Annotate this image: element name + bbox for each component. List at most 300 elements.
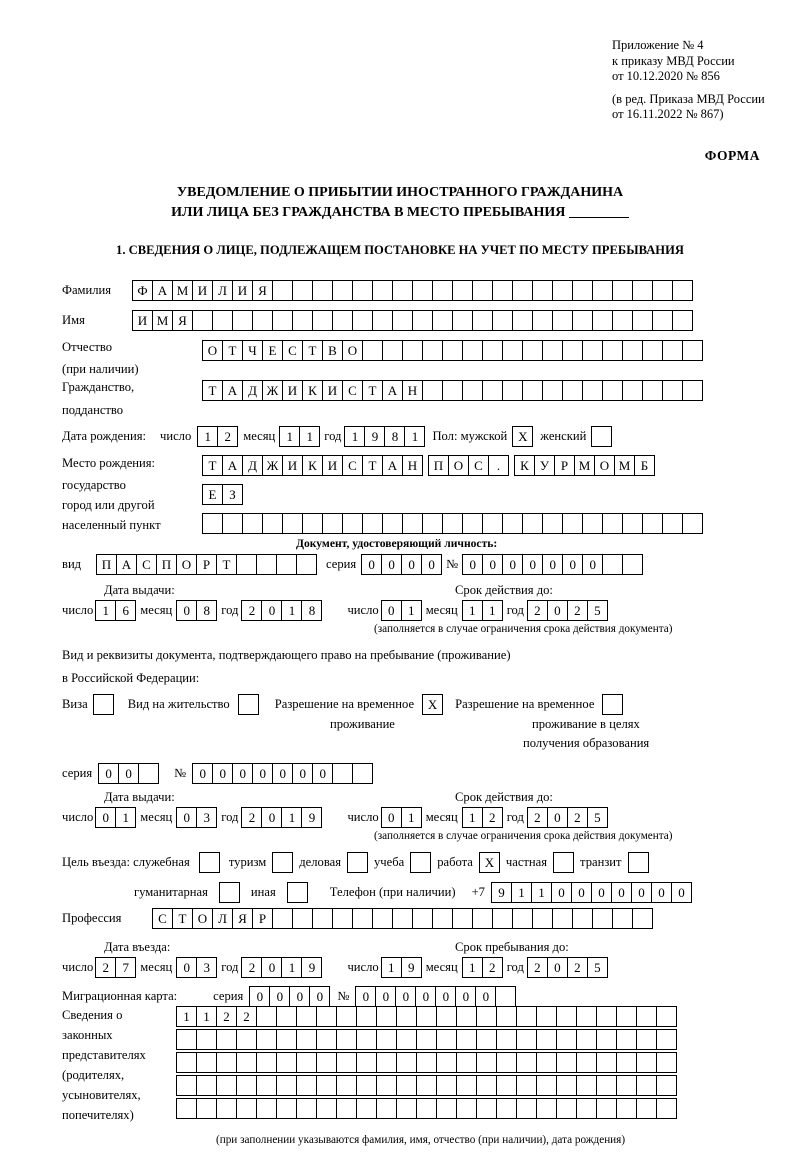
legal-rep-4-cell[interactable] (536, 1075, 557, 1096)
surname-input[interactable] (132, 280, 692, 301)
legal-rep-2-cell[interactable] (276, 1029, 297, 1050)
doc-series-cell[interactable]: 0 (421, 554, 442, 575)
legal-rep-5-cell[interactable] (336, 1098, 357, 1119)
migration-number-cell[interactable] (495, 986, 516, 1007)
name-cell[interactable]: И (132, 310, 153, 331)
phone-cell[interactable]: 1 (511, 882, 532, 903)
legal-rep-5-cell[interactable] (176, 1098, 197, 1119)
doc-issue-year-cell[interactable]: 8 (301, 600, 322, 621)
birthplace-city-d-cell[interactable] (662, 513, 683, 534)
doc-kind-cell[interactable]: О (176, 554, 197, 575)
purpose-business-checkbox[interactable] (347, 852, 368, 873)
legal-rep-1-cell[interactable] (256, 1006, 277, 1027)
legal-rep-1-cell[interactable]: 1 (176, 1006, 197, 1027)
legal-rep-3-cell[interactable] (416, 1052, 437, 1073)
patronymic-cell[interactable] (602, 340, 623, 361)
legal-rep-2-cell[interactable] (396, 1029, 417, 1050)
legal-rep-2-cell[interactable] (596, 1029, 617, 1050)
phone-cell[interactable]: 0 (571, 882, 592, 903)
doc-valid-month-cell[interactable]: 1 (482, 600, 503, 621)
birth-year-cell[interactable]: 9 (364, 426, 385, 447)
doc-series-input[interactable] (361, 554, 441, 575)
profession-cell[interactable] (592, 908, 613, 929)
entry-year-cell[interactable]: 0 (261, 957, 282, 978)
permit-number-cell[interactable]: 0 (212, 763, 233, 784)
doc-issue-year-cell[interactable]: 2 (241, 600, 262, 621)
legal-rep-4-cell[interactable] (456, 1075, 477, 1096)
legal-rep-2-cell[interactable] (376, 1029, 397, 1050)
patronymic-cell[interactable]: С (282, 340, 303, 361)
citizenship-cell[interactable]: Д (242, 380, 263, 401)
birthplace-state-cell[interactable]: А (222, 455, 243, 476)
permit-number-cell[interactable]: 0 (292, 763, 313, 784)
permit-issue-day-cell[interactable]: 0 (95, 807, 116, 828)
doc-issue-day-input[interactable] (95, 600, 135, 621)
name-cell[interactable] (492, 310, 513, 331)
sex-male-checkbox[interactable]: Х (512, 426, 533, 447)
legal-rep-4-cell[interactable] (236, 1075, 257, 1096)
birthplace-city-d-cell[interactable] (422, 513, 443, 534)
surname-cell[interactable]: М (172, 280, 193, 301)
legal-rep-3-cell[interactable] (596, 1052, 617, 1073)
legal-rep-4-cell[interactable] (576, 1075, 597, 1096)
legal-rep-1-cell[interactable] (316, 1006, 337, 1027)
profession-cell[interactable] (532, 908, 553, 929)
doc-valid-year-cell[interactable]: 5 (587, 600, 608, 621)
phone-cell[interactable]: 0 (631, 882, 652, 903)
birthplace-city-input-part3[interactable] (202, 484, 242, 505)
doc-valid-day-cell[interactable]: 1 (401, 600, 422, 621)
migration-series-input[interactable] (249, 986, 329, 1007)
legal-rep-2-cell[interactable] (656, 1029, 677, 1050)
name-cell[interactable] (352, 310, 373, 331)
legal-rep-3-cell[interactable] (636, 1052, 657, 1073)
patronymic-cell[interactable] (582, 340, 603, 361)
legal-rep-5-cell[interactable] (376, 1098, 397, 1119)
legal-rep-5-cell[interactable] (356, 1098, 377, 1119)
citizenship-cell[interactable] (542, 380, 563, 401)
patronymic-cell[interactable]: Т (302, 340, 323, 361)
legal-rep-2-cell[interactable] (476, 1029, 497, 1050)
permit-valid-month-cell[interactable]: 1 (462, 807, 483, 828)
legal-rep-4-cell[interactable] (216, 1075, 237, 1096)
birth-year-cell[interactable]: 1 (404, 426, 425, 447)
legal-rep-1-cell[interactable] (636, 1006, 657, 1027)
patronymic-cell[interactable]: Е (262, 340, 283, 361)
patronymic-input[interactable] (202, 340, 702, 361)
stay-month-input[interactable] (462, 957, 502, 978)
birthplace-city-c-cell[interactable]: З (222, 484, 243, 505)
surname-cell[interactable] (672, 280, 693, 301)
birthplace-state-cell[interactable]: И (282, 455, 303, 476)
doc-issue-month-input[interactable] (176, 600, 216, 621)
permit-number-input[interactable] (192, 763, 372, 784)
residence-permit-checkbox[interactable] (238, 694, 259, 715)
doc-kind-cell[interactable] (296, 554, 317, 575)
legal-rep-1-cell[interactable] (596, 1006, 617, 1027)
doc-valid-day-cell[interactable]: 0 (381, 600, 402, 621)
birthplace-city-input-part4[interactable] (202, 513, 702, 534)
legal-rep-1-cell[interactable]: 1 (196, 1006, 217, 1027)
migration-number-cell[interactable]: 0 (475, 986, 496, 1007)
surname-cell[interactable] (572, 280, 593, 301)
entry-month-cell[interactable]: 3 (196, 957, 217, 978)
legal-rep-4-cell[interactable] (556, 1075, 577, 1096)
doc-issue-year-input[interactable] (241, 600, 321, 621)
phone-cell[interactable]: 0 (651, 882, 672, 903)
legal-rep-4-cell[interactable] (316, 1075, 337, 1096)
birthplace-city-b-cell[interactable]: М (574, 455, 595, 476)
birthplace-state-cell[interactable]: С (342, 455, 363, 476)
doc-number-cell[interactable] (622, 554, 643, 575)
permit-issue-year-cell[interactable]: 9 (301, 807, 322, 828)
phone-cell[interactable]: 9 (491, 882, 512, 903)
entry-day-input[interactable] (95, 957, 135, 978)
birth-month-cell[interactable]: 1 (299, 426, 320, 447)
permit-valid-day-input[interactable] (381, 807, 421, 828)
entry-day-cell[interactable]: 7 (115, 957, 136, 978)
doc-number-cell[interactable]: 0 (482, 554, 503, 575)
purpose-study-checkbox[interactable] (410, 852, 431, 873)
legal-rep-3-cell[interactable] (556, 1052, 577, 1073)
permit-series-cell[interactable]: 0 (118, 763, 139, 784)
legal-rep-2-cell[interactable] (216, 1029, 237, 1050)
legal-rep-3-cell[interactable] (616, 1052, 637, 1073)
birthplace-city-b-cell[interactable]: К (514, 455, 535, 476)
legal-rep-1-cell[interactable]: 2 (216, 1006, 237, 1027)
legal-rep-5-cell[interactable] (656, 1098, 677, 1119)
permit-valid-month-cell[interactable]: 2 (482, 807, 503, 828)
stay-year-cell[interactable]: 0 (547, 957, 568, 978)
purpose-other-checkbox[interactable] (287, 882, 308, 903)
profession-cell[interactable]: Т (172, 908, 193, 929)
stay-month-cell[interactable]: 1 (462, 957, 483, 978)
legal-rep-3-cell[interactable] (296, 1052, 317, 1073)
patronymic-cell[interactable] (402, 340, 423, 361)
legal-rep-1-cell[interactable] (516, 1006, 537, 1027)
surname-cell[interactable] (352, 280, 373, 301)
phone-cell[interactable]: 0 (671, 882, 692, 903)
birth-year-cell[interactable]: 8 (384, 426, 405, 447)
purpose-service-checkbox[interactable] (199, 852, 220, 873)
legal-rep-1-cell[interactable] (476, 1006, 497, 1027)
birthplace-city-d-cell[interactable] (382, 513, 403, 534)
birthplace-city-a-cell[interactable]: О (448, 455, 469, 476)
legal-rep-5-cell[interactable] (196, 1098, 217, 1119)
permit-issue-year-cell[interactable]: 0 (261, 807, 282, 828)
permit-valid-day-cell[interactable]: 1 (401, 807, 422, 828)
legal-rep-4-cell[interactable] (396, 1075, 417, 1096)
birthplace-city-d-cell[interactable] (622, 513, 643, 534)
citizenship-cell[interactable] (462, 380, 483, 401)
patronymic-cell[interactable] (502, 340, 523, 361)
birth-month-input[interactable] (279, 426, 319, 447)
name-cell[interactable] (632, 310, 653, 331)
legal-rep-5-cell[interactable] (416, 1098, 437, 1119)
legal-rep-5-cell[interactable] (516, 1098, 537, 1119)
profession-cell[interactable] (552, 908, 573, 929)
patronymic-cell[interactable] (542, 340, 563, 361)
legal-rep-2-cell[interactable] (436, 1029, 457, 1050)
stay-year-cell[interactable]: 2 (527, 957, 548, 978)
surname-cell[interactable] (632, 280, 653, 301)
doc-issue-day-cell[interactable]: 1 (95, 600, 116, 621)
doc-kind-cell[interactable]: С (136, 554, 157, 575)
patronymic-cell[interactable] (362, 340, 383, 361)
profession-cell[interactable] (452, 908, 473, 929)
citizenship-cell[interactable] (642, 380, 663, 401)
permit-valid-year-cell[interactable]: 2 (527, 807, 548, 828)
patronymic-cell[interactable] (522, 340, 543, 361)
legal-rep-3-cell[interactable] (516, 1052, 537, 1073)
profession-cell[interactable]: Л (212, 908, 233, 929)
purpose-humanitarian-checkbox[interactable] (219, 882, 240, 903)
doc-valid-month-input[interactable] (462, 600, 502, 621)
birth-day-cell[interactable]: 1 (197, 426, 218, 447)
profession-cell[interactable]: Я (232, 908, 253, 929)
doc-number-cell[interactable]: 0 (562, 554, 583, 575)
purpose-tourism-checkbox[interactable] (272, 852, 293, 873)
surname-cell[interactable] (612, 280, 633, 301)
birthplace-city-d-cell[interactable] (562, 513, 583, 534)
sex-female-checkbox[interactable] (591, 426, 612, 447)
permit-number-cell[interactable] (352, 763, 373, 784)
surname-cell[interactable] (272, 280, 293, 301)
profession-cell[interactable] (312, 908, 333, 929)
birthplace-city-d-cell[interactable] (282, 513, 303, 534)
birthplace-city-d-cell[interactable] (322, 513, 343, 534)
legal-rep-2-cell[interactable] (636, 1029, 657, 1050)
permit-valid-year-cell[interactable]: 5 (587, 807, 608, 828)
stay-day-cell[interactable]: 9 (401, 957, 422, 978)
doc-valid-year-cell[interactable]: 2 (527, 600, 548, 621)
birthplace-city-a-cell[interactable]: С (468, 455, 489, 476)
legal-rep-1-cell[interactable] (556, 1006, 577, 1027)
birthplace-city-d-cell[interactable] (682, 513, 703, 534)
legal-rep-3-cell[interactable] (496, 1052, 517, 1073)
doc-kind-cell[interactable]: П (96, 554, 117, 575)
surname-cell[interactable]: Я (252, 280, 273, 301)
patronymic-cell[interactable]: В (322, 340, 343, 361)
legal-rep-input-5[interactable] (176, 1098, 676, 1119)
legal-rep-4-cell[interactable] (376, 1075, 397, 1096)
legal-rep-3-cell[interactable] (656, 1052, 677, 1073)
surname-cell[interactable] (432, 280, 453, 301)
migration-number-cell[interactable]: 0 (395, 986, 416, 1007)
citizenship-cell[interactable] (622, 380, 643, 401)
permit-issue-year-input[interactable] (241, 807, 321, 828)
visa-checkbox[interactable] (93, 694, 114, 715)
entry-year-input[interactable] (241, 957, 321, 978)
doc-number-input[interactable] (462, 554, 642, 575)
legal-rep-4-cell[interactable] (256, 1075, 277, 1096)
legal-rep-1-cell[interactable] (576, 1006, 597, 1027)
name-cell[interactable] (372, 310, 393, 331)
legal-rep-5-cell[interactable] (636, 1098, 657, 1119)
legal-rep-2-cell[interactable] (556, 1029, 577, 1050)
patronymic-cell[interactable] (462, 340, 483, 361)
legal-rep-5-cell[interactable] (256, 1098, 277, 1119)
doc-kind-input[interactable] (96, 554, 316, 575)
legal-rep-3-cell[interactable] (196, 1052, 217, 1073)
birthplace-city-a-cell[interactable]: П (428, 455, 449, 476)
phone-cell[interactable]: 0 (591, 882, 612, 903)
permit-number-cell[interactable]: 0 (252, 763, 273, 784)
doc-number-cell[interactable]: 0 (522, 554, 543, 575)
birthplace-state-cell[interactable]: Ж (262, 455, 283, 476)
doc-issue-day-cell[interactable]: 6 (115, 600, 136, 621)
migration-number-cell[interactable]: 0 (435, 986, 456, 1007)
legal-rep-4-cell[interactable] (636, 1075, 657, 1096)
citizenship-cell[interactable] (602, 380, 623, 401)
birthplace-city-d-cell[interactable] (242, 513, 263, 534)
temp-residence-checkbox[interactable]: Х (422, 694, 443, 715)
patronymic-cell[interactable] (662, 340, 683, 361)
legal-rep-3-cell[interactable] (316, 1052, 337, 1073)
legal-rep-3-cell[interactable] (376, 1052, 397, 1073)
surname-cell[interactable]: И (232, 280, 253, 301)
legal-rep-5-cell[interactable] (456, 1098, 477, 1119)
citizenship-cell[interactable] (682, 380, 703, 401)
legal-rep-2-cell[interactable] (616, 1029, 637, 1050)
name-cell[interactable] (252, 310, 273, 331)
birthplace-state-cell[interactable]: К (302, 455, 323, 476)
birth-day-input[interactable] (197, 426, 237, 447)
profession-cell[interactable] (612, 908, 633, 929)
legal-rep-5-cell[interactable] (476, 1098, 497, 1119)
birthplace-city-d-cell[interactable] (342, 513, 363, 534)
legal-rep-3-cell[interactable] (576, 1052, 597, 1073)
doc-valid-year-input[interactable] (527, 600, 607, 621)
legal-rep-5-cell[interactable] (576, 1098, 597, 1119)
legal-rep-3-cell[interactable] (176, 1052, 197, 1073)
profession-cell[interactable] (512, 908, 533, 929)
patronymic-cell[interactable] (622, 340, 643, 361)
surname-cell[interactable] (332, 280, 353, 301)
legal-rep-input-3[interactable] (176, 1052, 676, 1073)
legal-rep-3-cell[interactable] (436, 1052, 457, 1073)
profession-cell[interactable] (572, 908, 593, 929)
name-cell[interactable] (552, 310, 573, 331)
name-cell[interactable] (232, 310, 253, 331)
name-cell[interactable] (272, 310, 293, 331)
doc-valid-year-cell[interactable]: 2 (567, 600, 588, 621)
surname-cell[interactable] (392, 280, 413, 301)
birthplace-state-cell[interactable]: Н (402, 455, 423, 476)
profession-cell[interactable] (492, 908, 513, 929)
entry-year-cell[interactable]: 1 (281, 957, 302, 978)
profession-cell[interactable] (292, 908, 313, 929)
migration-number-cell[interactable]: 0 (455, 986, 476, 1007)
profession-cell[interactable] (372, 908, 393, 929)
citizenship-cell[interactable]: И (282, 380, 303, 401)
birthplace-state-input[interactable] (202, 455, 422, 476)
birthplace-city-b-cell[interactable]: О (594, 455, 615, 476)
legal-rep-2-cell[interactable] (416, 1029, 437, 1050)
birthplace-city-d-cell[interactable] (402, 513, 423, 534)
name-cell[interactable] (612, 310, 633, 331)
name-cell[interactable] (412, 310, 433, 331)
birthplace-state-cell[interactable]: А (382, 455, 403, 476)
birthplace-city-d-cell[interactable] (262, 513, 283, 534)
birth-year-cell[interactable]: 1 (344, 426, 365, 447)
permit-issue-day-input[interactable] (95, 807, 135, 828)
permit-number-cell[interactable]: 0 (192, 763, 213, 784)
permit-valid-year-cell[interactable]: 0 (547, 807, 568, 828)
legal-rep-1-cell[interactable] (616, 1006, 637, 1027)
legal-rep-1-cell[interactable] (656, 1006, 677, 1027)
doc-issue-year-cell[interactable]: 0 (261, 600, 282, 621)
profession-input[interactable] (152, 908, 652, 929)
legal-rep-4-cell[interactable] (436, 1075, 457, 1096)
phone-cell[interactable]: 0 (551, 882, 572, 903)
legal-rep-3-cell[interactable] (236, 1052, 257, 1073)
permit-valid-day-cell[interactable]: 0 (381, 807, 402, 828)
legal-rep-1-cell[interactable] (436, 1006, 457, 1027)
phone-cell[interactable]: 1 (531, 882, 552, 903)
phone-input[interactable] (491, 882, 691, 903)
doc-issue-month-cell[interactable]: 8 (196, 600, 217, 621)
birthplace-city-d-cell[interactable] (642, 513, 663, 534)
entry-year-cell[interactable]: 9 (301, 957, 322, 978)
legal-rep-5-cell[interactable] (596, 1098, 617, 1119)
legal-rep-1-cell[interactable] (496, 1006, 517, 1027)
legal-rep-4-cell[interactable] (176, 1075, 197, 1096)
migration-series-cell[interactable]: 0 (309, 986, 330, 1007)
citizenship-cell[interactable]: К (302, 380, 323, 401)
profession-cell[interactable] (472, 908, 493, 929)
legal-rep-2-cell[interactable] (316, 1029, 337, 1050)
name-cell[interactable] (532, 310, 553, 331)
patronymic-cell[interactable] (482, 340, 503, 361)
birthplace-city-input-part1[interactable] (428, 455, 508, 476)
legal-rep-2-cell[interactable] (236, 1029, 257, 1050)
doc-kind-cell[interactable]: П (156, 554, 177, 575)
legal-rep-3-cell[interactable] (476, 1052, 497, 1073)
legal-rep-2-cell[interactable] (496, 1029, 517, 1050)
permit-issue-day-cell[interactable]: 1 (115, 807, 136, 828)
name-cell[interactable] (332, 310, 353, 331)
stay-day-cell[interactable]: 1 (381, 957, 402, 978)
legal-rep-3-cell[interactable] (216, 1052, 237, 1073)
citizenship-cell[interactable] (422, 380, 443, 401)
legal-rep-1-cell[interactable] (336, 1006, 357, 1027)
migration-series-cell[interactable]: 0 (249, 986, 270, 1007)
doc-issue-year-cell[interactable]: 1 (281, 600, 302, 621)
legal-rep-2-cell[interactable] (456, 1029, 477, 1050)
stay-day-input[interactable] (381, 957, 421, 978)
doc-number-cell[interactable]: 0 (462, 554, 483, 575)
surname-cell[interactable]: А (152, 280, 173, 301)
legal-rep-4-cell[interactable] (616, 1075, 637, 1096)
legal-rep-1-cell[interactable] (396, 1006, 417, 1027)
permit-valid-year-input[interactable] (527, 807, 607, 828)
legal-rep-4-cell[interactable] (196, 1075, 217, 1096)
patronymic-cell[interactable] (382, 340, 403, 361)
legal-rep-5-cell[interactable] (216, 1098, 237, 1119)
patronymic-cell[interactable] (422, 340, 443, 361)
citizenship-cell[interactable]: Ж (262, 380, 283, 401)
birthplace-city-d-cell[interactable] (522, 513, 543, 534)
patronymic-cell[interactable]: О (202, 340, 223, 361)
birthplace-city-d-cell[interactable] (462, 513, 483, 534)
entry-year-cell[interactable]: 2 (241, 957, 262, 978)
birthplace-city-d-cell[interactable] (302, 513, 323, 534)
surname-cell[interactable] (492, 280, 513, 301)
citizenship-cell[interactable]: И (322, 380, 343, 401)
stay-month-cell[interactable]: 2 (482, 957, 503, 978)
patronymic-cell[interactable] (682, 340, 703, 361)
